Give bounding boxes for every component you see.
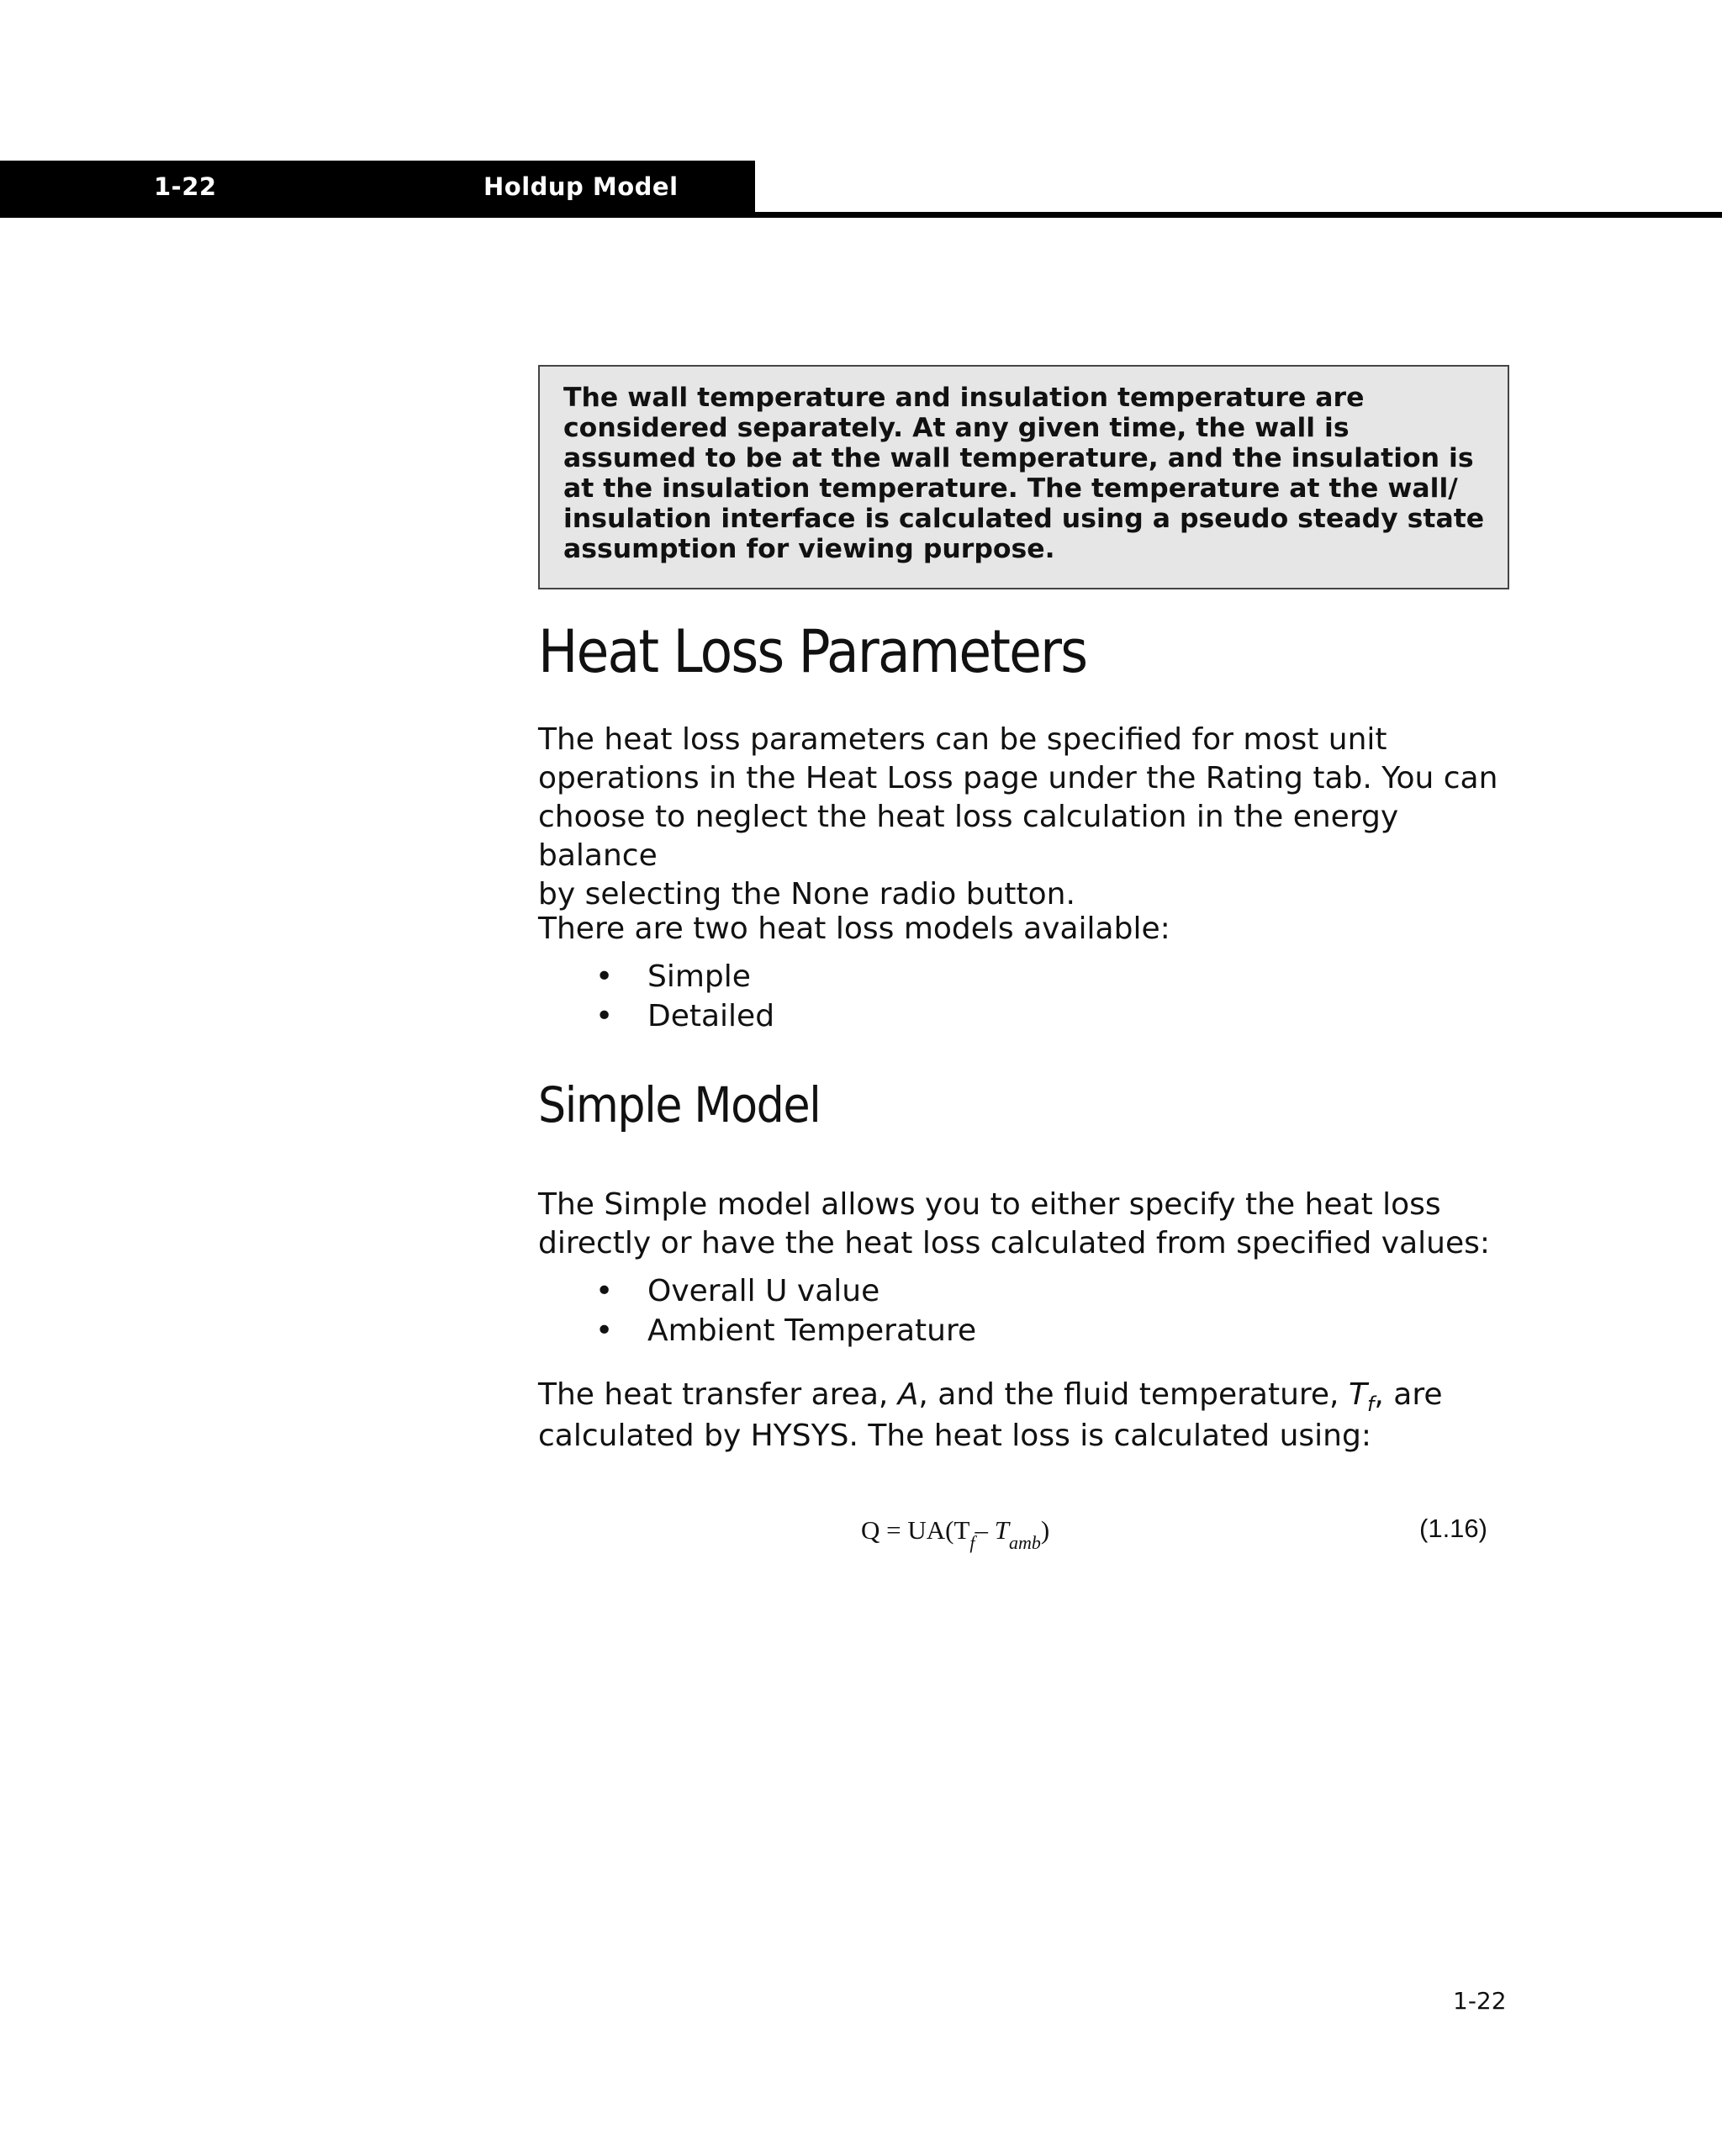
equation-minus: –: [975, 1515, 995, 1545]
paragraph-line: The Simple model allows you to either specify the heat loss: [538, 1187, 1441, 1222]
equation-lhs: Q = UA(T: [861, 1515, 970, 1545]
bullet-icon: •: [595, 1274, 614, 1308]
bullet-icon: •: [595, 959, 614, 994]
paragraph-line: operations in the Heat Loss page under the Rating tab. You can: [538, 761, 1498, 795]
header-section-title: Holdup Model: [483, 172, 679, 201]
equation-subscript: amb: [1009, 1532, 1041, 1553]
footer-page-number: 1-22: [1453, 1987, 1507, 2015]
simple-model-paragraph: [538, 1186, 1513, 1263]
note-line: at the insulation temperature. The temperature at the wall/: [563, 473, 1458, 504]
equation-close: ): [1040, 1515, 1050, 1545]
bullet-icon: •: [595, 999, 614, 1033]
paragraph-line: calculated by HYSYS. The heat loss is calculated using:: [538, 1419, 1371, 1453]
paragraph-line: directly or have the heat loss calculated from specified values:: [538, 1226, 1490, 1260]
list-item: [589, 957, 774, 996]
area-symbol: A: [897, 1377, 919, 1412]
models-list: [589, 957, 774, 1036]
header-rule: [0, 212, 1722, 218]
equation: [861, 1514, 1050, 1553]
header-page-number: 1-22: [154, 172, 217, 201]
note-line: assumed to be at the wall temperature, and the insulation is: [563, 443, 1474, 473]
list-item: [589, 1271, 976, 1311]
temp-subscript: f: [1366, 1392, 1375, 1416]
note-line: assumption for viewing purpose.: [563, 534, 1055, 564]
list-item: [589, 996, 774, 1036]
equation-t: T: [994, 1515, 1010, 1545]
list-item-label: Overall U value: [647, 1274, 880, 1308]
list-item-label: Simple: [647, 959, 751, 994]
note-text: [563, 383, 1486, 564]
paragraph-line: The heat loss parameters can be specified for most unit: [538, 722, 1387, 757]
specified-values-list: [589, 1271, 976, 1350]
area-paragraph: [538, 1376, 1513, 1456]
paragraph-line: by selecting the None radio button.: [538, 877, 1075, 912]
note-line: considered separately. At any given time, the wall is: [563, 413, 1350, 443]
note-line: The wall temperature and insulation temperature are: [563, 383, 1365, 413]
note-line: insulation interface is calculated using a pseudo steady state: [563, 504, 1485, 534]
list-item-label: Detailed: [647, 999, 775, 1033]
equation-number: (1.16): [1419, 1514, 1487, 1543]
note-box: [538, 365, 1509, 589]
text-run: , are: [1374, 1377, 1443, 1412]
text-run: , and the fluid temperature,: [918, 1377, 1349, 1412]
models-intro: There are two heat loss models available:: [538, 912, 1170, 946]
equation-subscript: f: [969, 1532, 975, 1553]
list-item: [589, 1311, 976, 1350]
paragraph-line: choose to neglect the heat loss calculation in the energy balance: [538, 800, 1399, 873]
heading-simple-model: Simple Model: [538, 1076, 821, 1133]
paragraph-line: [538, 1376, 1513, 1417]
text-run: The heat transfer area,: [538, 1377, 898, 1412]
heading-heat-loss-parameters: Heat Loss Parameters: [538, 617, 1087, 686]
list-item-label: Ambient Temperature: [647, 1313, 977, 1348]
heat-loss-paragraph: [538, 721, 1513, 914]
bullet-icon: •: [595, 1313, 614, 1348]
temp-symbol: T: [1348, 1377, 1367, 1412]
